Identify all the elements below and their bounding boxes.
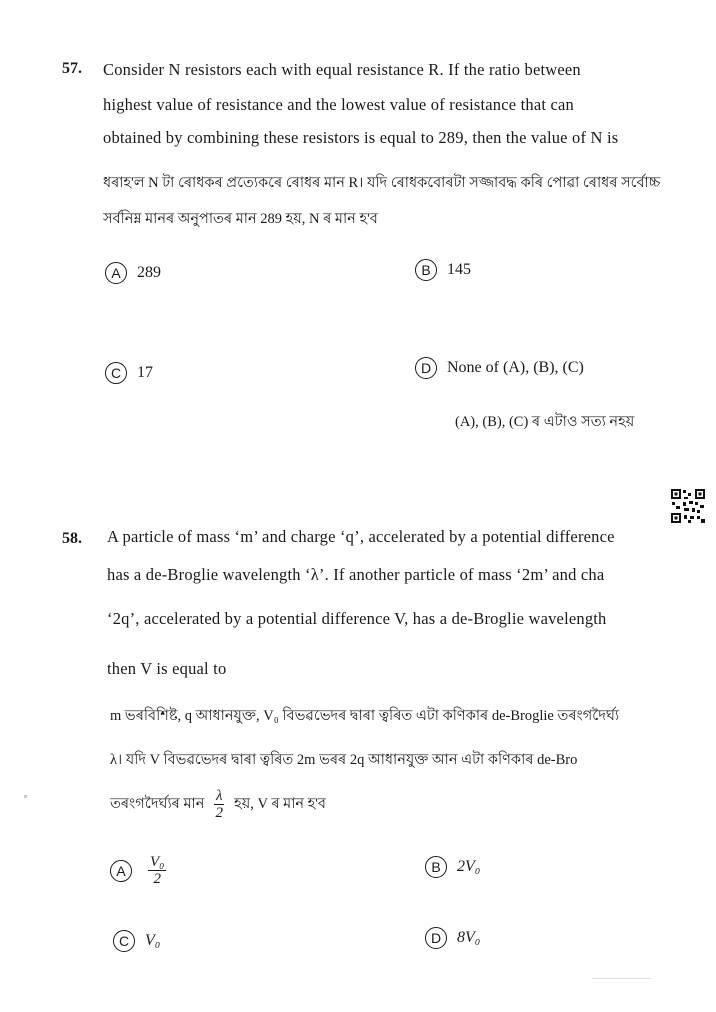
option-c-value: 17 xyxy=(137,364,153,381)
q58-text-line-2: has a de-Broglie wavelength ‘λ’. If another particle of mass ‘2m’ and cha xyxy=(107,565,605,584)
q58-text-line-3: ‘2q’, accelerated by a potential difference V, has a de-Broglie wavelength xyxy=(107,609,607,628)
option-a-numerator: V₀ xyxy=(150,854,165,870)
q58-number: 58. xyxy=(62,530,82,547)
q58-text-line-4: then V is equal to xyxy=(107,659,227,678)
scan-line xyxy=(592,978,652,979)
lambda-over-2-fraction xyxy=(214,788,225,821)
q57-text-line-1: Consider N resistors each with equal resistance R. If the ratio between xyxy=(103,60,581,79)
q57-number: 57. xyxy=(62,60,82,77)
q58-option-b[interactable] xyxy=(425,856,480,878)
option-c-marker: C xyxy=(113,930,135,952)
q57-text-line-3: obtained by combining these resistors is equal to 289, then the value of N is xyxy=(103,128,619,147)
q57-option-c[interactable] xyxy=(105,362,153,384)
scan-speck xyxy=(24,795,27,798)
q58-option-d[interactable] xyxy=(425,927,480,949)
fraction-numerator: λ xyxy=(215,788,223,804)
q58-option-a[interactable] xyxy=(110,854,166,887)
fraction-denominator: 2 xyxy=(215,805,223,821)
q57-text-line-2: highest value of resistance and the lowest value of resistance that can xyxy=(103,95,574,114)
q57-assamese-line-2: সৰ্বনিম্ন মানৰ অনুপাতৰ মান 289 হয়, N ৰ মান হ'ব xyxy=(103,211,378,227)
option-b-value: 145 xyxy=(447,261,471,278)
q57-assamese-line-1: ধৰাহ'ল N টা ৰোধকৰ প্ৰত্যেকৰে ৰোধৰ মান R। যদি ৰোধকবোৰটা সজ্জাবদ্ধ কৰি পোৱা ৰোধৰ সৰ্বোচ্চ xyxy=(103,175,661,191)
option-d-marker: D xyxy=(425,927,447,949)
q58-assamese-line-1: m ভৰবিশিষ্ট, q আধানযুক্ত, V₀ বিভৱভেদৰ দ্বাৰা ত্বৰিত এটা কণিকাৰ de-Broglie তৰংগদৈৰ্ঘ্য xyxy=(110,708,620,724)
option-d-value: 8V₀ xyxy=(457,929,481,946)
option-d-marker: D xyxy=(415,357,437,379)
q57-option-d-assamese: (A), (B), (C) ৰ এটাও সত্য নহয় xyxy=(455,414,635,430)
option-d-value: None of (A), (B), (C) xyxy=(447,359,584,376)
q58-text-line-1: A particle of mass ‘m’ and charge ‘q’, accelerated by a potential difference xyxy=(107,527,615,546)
option-b-marker: B xyxy=(425,856,447,878)
q58-option-c[interactable] xyxy=(113,930,160,952)
q57-option-a[interactable] xyxy=(105,262,161,284)
option-b-marker: B xyxy=(415,259,437,281)
option-c-marker: C xyxy=(105,362,127,384)
option-c-value: V₀ xyxy=(145,932,161,949)
q58-assamese-line-3-pre: তৰংগদৈৰ্ঘ্যৰ মান xyxy=(110,795,205,812)
qr-code-icon xyxy=(670,488,706,524)
q58-assamese-line-3-post: হয়, V ৰ মান হ'ব xyxy=(234,795,326,812)
q58-assamese-line-3 xyxy=(110,788,326,821)
option-a-marker: A xyxy=(105,262,127,284)
option-a-fraction xyxy=(148,854,166,887)
option-a-value: 289 xyxy=(137,264,161,281)
option-b-value: 2V₀ xyxy=(457,858,481,875)
option-a-denominator: 2 xyxy=(153,871,161,887)
option-a-marker: A xyxy=(110,860,132,882)
q58-assamese-line-2: λ। যদি V বিভৱভেদৰ দ্বাৰা ত্বৰিত 2m ভৰৰ 2q আধানযুক্ত আন এটা কণিকাৰ de-Bro xyxy=(110,752,578,768)
q57-option-d[interactable] xyxy=(415,357,584,379)
q57-option-b[interactable] xyxy=(415,259,471,281)
